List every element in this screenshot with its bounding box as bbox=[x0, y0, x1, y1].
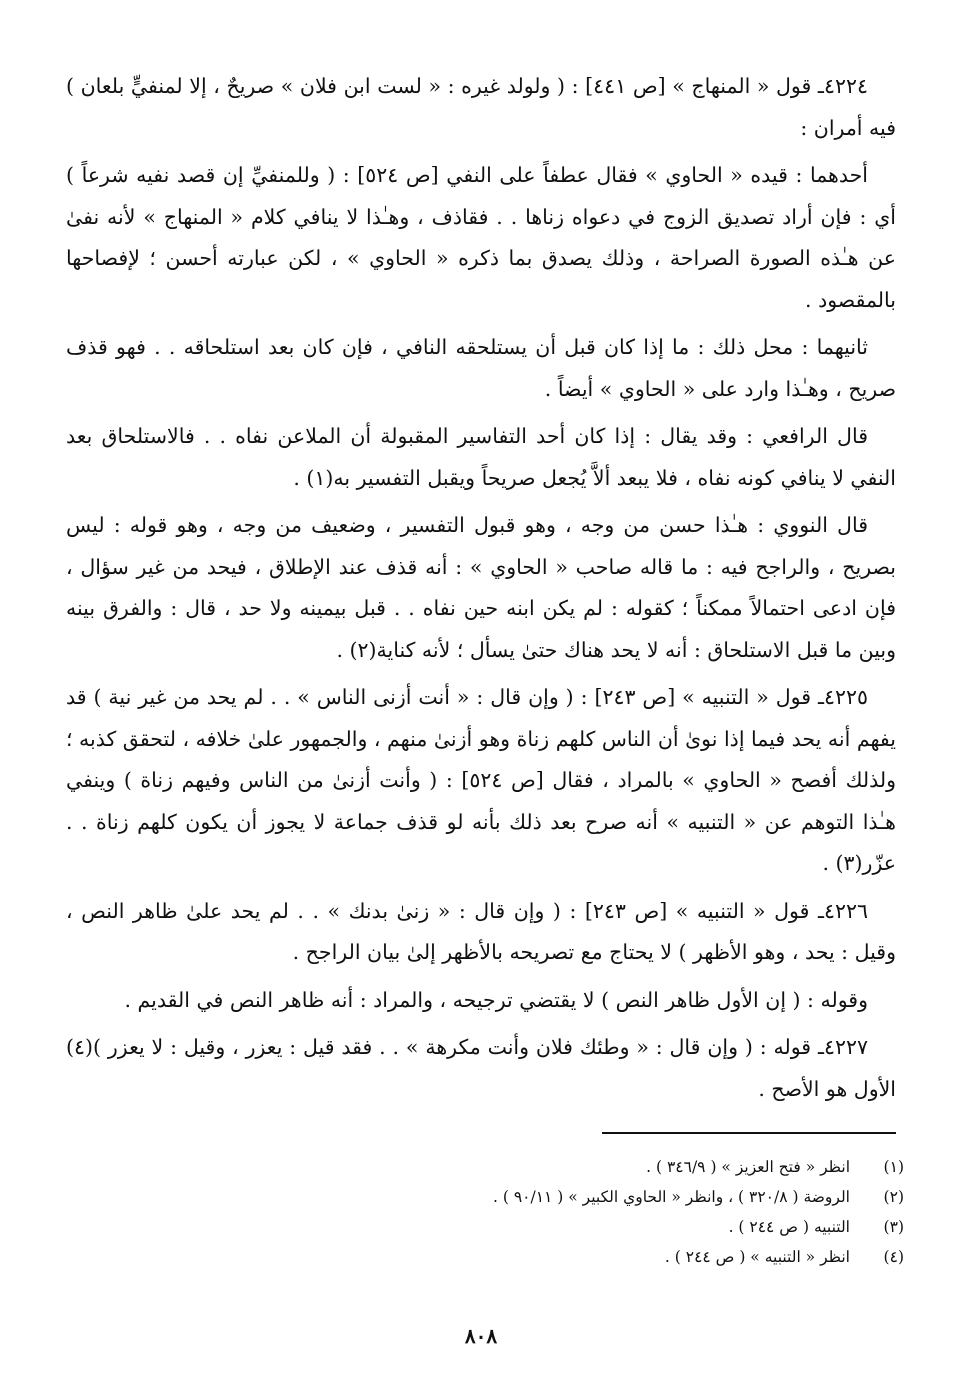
footnote-text: التنبيه ( ص ٢٤٤ ) . bbox=[728, 1218, 850, 1236]
paragraph-4226: ٤٢٢٦ـ قول « التنبيه » [ص ٢٤٣] : ( وإن قال : « زنىٰ بدنك » . . لم يحد علىٰ ظاهر النص ، وقيل : يحد ، وهو الأظهر ) لا يحتاج مع تصريحه بالأظهر إلىٰ بيان الراجح . bbox=[66, 898, 896, 964]
page-body bbox=[66, 66, 896, 1116]
paragraph-4225: ٤٢٢٥ـ قول « التنبيه » [ص ٢٤٣] : ( وإن قال : « أنت أزنى الناس » . . لم يحد من غير نية ) قد يفهم أنه يحد فيما إذا نوىٰ أن الناس كلهم زناة وهو أزنىٰ منهم ، والجمهور علىٰ خلافه ، لتحقق كذبه ؛ ولذلك أفصح « الحاوي » بالمراد ، فقال [ص ٥٢٤] : ( وأنت أزنىٰ من الناس وفيهم زناة ) وينفي هـٰذا التوهم عن « التنبيه » أنه صرح بعد ذلك بأنه لو قذف جماعة لا يجوز أن يكون كلهم زناة . . عزّر(٣) . bbox=[66, 685, 896, 875]
footnotes bbox=[64, 1152, 904, 1272]
footnote-number: (٣) bbox=[883, 1218, 904, 1236]
paragraph-4227: ٤٢٢٧ـ قوله : ( وإن قال : « وطئك فلان وأنت مكرهة » . . فقد قيل : يعزر ، وقيل : لا يعزر )(٤) الأول هو الأصح . bbox=[66, 1035, 896, 1101]
paragraph-first-matter: أحدهما : قيده « الحاوي » فقال عطفاً على النفي [ص ٥٢٤] : ( وللمنفيِّ إن قصد نفيه شرعاً ) أي : فإن أراد تصديق الزوج في دعواه زناها . . فقاذف ، وهـٰذا لا ينافي كلام « المنهاج » لأنه نفىٰ عن هـٰذه الصورة الصراحة ، وذلك يصدق بما ذكره « الحاوي » ، لكن عبارته أحسن ؛ لإفصاحها بالمقصود . bbox=[66, 163, 896, 312]
footnote-item bbox=[64, 1242, 904, 1272]
footnote-number: (١) bbox=[883, 1158, 904, 1176]
paragraph-rafii: قال الرافعي : وقد يقال : إذا كان أحد التفاسير المقبولة أن الملاعن نفاه . . فالاستلحاق بعد النفي لا ينافي كونه نفاه ، فلا يبعد ألاَّ يُجعل صريحاً ويقبل التفسير به(١) . bbox=[66, 424, 896, 490]
paragraph-4226-note: وقوله : ( إن الأول ظاهر النص ) لا يقتضي ترجيحه ، والمراد : أنه ظاهر النص في القديم . bbox=[124, 987, 868, 1012]
main-text bbox=[66, 66, 896, 1110]
footnote-item bbox=[64, 1212, 904, 1242]
footnote-text: انظر « التنبيه » ( ص ٢٤٤ ) . bbox=[664, 1248, 850, 1266]
footnote-number: (٤) bbox=[883, 1248, 904, 1266]
footnote-text: انظر « فتح العزيز » ( ٣٤٦/٩ ) . bbox=[646, 1158, 850, 1176]
footnote-text: الروضة ( ٣٢٠/٨ ) ، وانظر « الحاوي الكبير » ( ٩٠/١١ ) . bbox=[493, 1188, 850, 1206]
paragraph-nawawi: قال النووي : هـٰذا حسن من وجه ، وهو قبول التفسير ، وضعيف من وجه ، وهو قوله : ليس بصريح ، والراجح فيه : ما قاله صاحب « الحاوي » : أنه قذف عند الإطلاق ، فيحد من غير سؤال ، فإن ادعى احتمالاً ممكناً ؛ كقوله : لم يكن ابنه حين نفاه . . قبل بيمينه ولا حد ، قال : والفرق بينه وبين ما قبل الاستلحاق : أنه لا يحد هناك حتىٰ يسأل ؛ لأنه كناية(٢) . bbox=[66, 513, 896, 662]
footnote-number: (٢) bbox=[883, 1188, 904, 1206]
footnote-item bbox=[64, 1152, 904, 1182]
paragraph-second-matter: ثانيهما : محل ذلك : ما إذا كان قبل أن يستلحقه النافي ، فإن كان بعد استلحاقه . . فهو قذف صريح ، وهـٰذا وارد على « الحاوي » أيضاً . bbox=[66, 335, 896, 401]
footnote-item bbox=[64, 1182, 904, 1212]
page-number: ٨٠٨ bbox=[464, 1324, 498, 1348]
paragraph-4224: ٤٢٢٤ـ قول « المنهاج » [ص ٤٤١] : ( ولولد غيره : « لست ابن فلان » صريحٌ ، إلا لمنفيٍّ بلعان ) فيه أمران : bbox=[66, 74, 896, 140]
footnote-divider bbox=[602, 1132, 896, 1134]
